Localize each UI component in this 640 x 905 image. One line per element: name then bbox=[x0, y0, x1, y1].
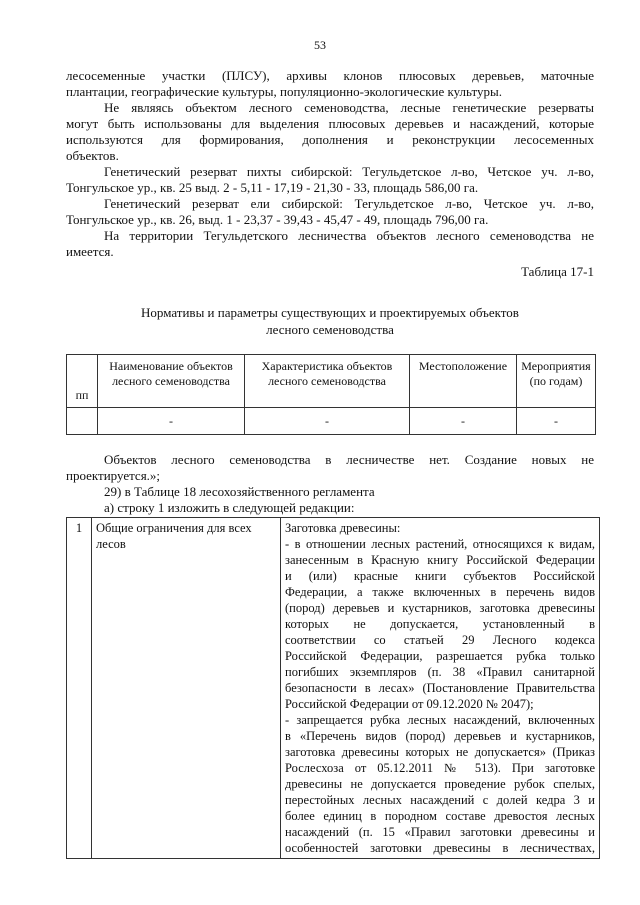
table-title bbox=[66, 304, 594, 338]
table-cell: - bbox=[517, 408, 596, 435]
paragraph-fir-reserve bbox=[66, 164, 594, 196]
paragraph-no-objects bbox=[66, 228, 594, 260]
column-header-location: Местоположение bbox=[410, 355, 517, 408]
text-line: а) строку 1 изложить в следующей редакции: bbox=[104, 500, 355, 515]
table-title-line: Нормативы и параметры существующих и проектируемых объектов bbox=[141, 305, 519, 320]
text-line: более единиц в породном составе древостоя лесных bbox=[285, 809, 595, 823]
text-line: занесенным в Красную книгу Российской Федерации bbox=[285, 553, 595, 567]
norms-table bbox=[66, 354, 596, 435]
text-line: Тонгульское ур., кв. 25 выд. 2 - 5,11 - 17,19 - 21,30 - 33, площадь 586,00 га. bbox=[66, 180, 479, 195]
text-line: Заготовка древесины: bbox=[285, 521, 401, 535]
text-line: 29) в Таблице 18 лесохозяйственного регламента bbox=[104, 484, 375, 499]
text-line: которых не допускается, установленный в bbox=[285, 617, 595, 631]
restrictions-table bbox=[66, 517, 600, 859]
paragraph-after-table bbox=[66, 452, 594, 484]
table-cell: - bbox=[98, 408, 245, 435]
column-header-number: пп bbox=[67, 355, 98, 408]
row-number: 1 bbox=[67, 518, 92, 859]
text-line: - в отношении лесных растений, относящихся к видам, bbox=[285, 537, 595, 551]
text-line: древесины не допускается проведение рубок спелых, bbox=[285, 777, 595, 791]
table-cell bbox=[67, 408, 98, 435]
text-line: Генетический резерват пихты сибирской: Тегульдетское л-во, Четское уч. л-во, bbox=[104, 164, 594, 179]
table-caption: Таблица 17-1 bbox=[521, 264, 594, 279]
text-line: особенностей заготовки древесины в лесничествах, bbox=[285, 841, 595, 855]
text-line: Не являясь объектом лесного семеноводства, лесные генетические резерваты bbox=[104, 100, 594, 115]
text-line: могут быть использованы для выделения плюсовых деревьев и насаждений, которые bbox=[66, 116, 594, 131]
text-line: насаждений (п. 15 «Правил заготовки древесины и bbox=[285, 825, 595, 839]
table-row bbox=[67, 408, 596, 435]
text-line: соответствии со статьей 29 Лесного кодекса bbox=[285, 633, 595, 647]
text-line: Тонгульское ур., кв. 26, выд. 1 - 23,37 - 39,43 - 45,47 - 49, площадь 796,00 га. bbox=[66, 212, 489, 227]
text-line: в «Перечень видов (пород) деревьев и кустарников, bbox=[285, 729, 595, 743]
restriction-text bbox=[281, 518, 600, 859]
paragraph-reserves bbox=[66, 100, 594, 164]
text-line: используются для формирования, дополнения и реконструкции лесосеменных bbox=[66, 132, 594, 147]
text-line: (пород) деревьев и кустарников, заготовка древесины bbox=[285, 601, 595, 615]
table-row bbox=[67, 518, 600, 859]
text-line: Генетический резерват ели сибирской: Тегульдетское л-во, Четское уч. л-во, bbox=[104, 196, 594, 211]
text-line: Рослесхоза от 05.12.2011 № 513). При заготовке bbox=[285, 761, 595, 775]
text-line: Объектов лесного семеноводства в лесничестве нет. Создание новых не bbox=[104, 452, 594, 467]
column-header-characteristics: Характеристика объектов лесного семеноводства bbox=[245, 355, 410, 408]
table-title-line: лесного семеноводства bbox=[266, 322, 394, 337]
text-line: перестойных лесных насаждений с долей кедра 3 и bbox=[285, 793, 595, 807]
text-line: Российской Федерации, разрешается рубка только bbox=[285, 649, 595, 663]
text-line: - запрещается рубка лесных насаждений, включенных bbox=[285, 713, 595, 727]
text-line: На территории Тегульдетского лесничества объектов лесного семеноводства не bbox=[104, 228, 594, 243]
text-line: имеется. bbox=[66, 244, 114, 259]
table-cell: - bbox=[245, 408, 410, 435]
item-a bbox=[66, 500, 594, 516]
table-header-row bbox=[67, 355, 596, 408]
text-line: Федерации, а также включенных в перечень видов bbox=[285, 585, 595, 599]
text-line: заготовка древесины которых не допускается» (Приказ bbox=[285, 745, 595, 759]
column-header-activities: Мероприятия (по годам) bbox=[517, 355, 596, 408]
text-line: безопасности в лесах» (Постановление Правительства bbox=[285, 681, 595, 695]
item-29 bbox=[66, 484, 594, 500]
table-cell: - bbox=[410, 408, 517, 435]
page-number: 53 bbox=[314, 38, 326, 52]
text-line: лесосеменные участки (ПЛСУ), архивы клонов плюсовых деревьев, маточные bbox=[66, 68, 594, 83]
text-line: погибших экземпляров (п. 38 «Правил санитарной bbox=[285, 665, 595, 679]
text-line: проектируется.»; bbox=[66, 468, 161, 483]
column-header-name: Наименование объектов лесного семеноводства bbox=[98, 355, 245, 408]
paragraph-spruce-reserve bbox=[66, 196, 594, 228]
text-line: объектов. bbox=[66, 148, 119, 163]
intro-paragraph bbox=[66, 68, 594, 100]
restriction-category: Общие ограничения для всех лесов bbox=[92, 518, 281, 859]
text-line: и (или) красные книги субъектов Российской bbox=[285, 569, 595, 583]
text-line: плантации, географические культуры, популяционно-экологические культуры. bbox=[66, 84, 502, 99]
text-line: Российской Федерации от 09.12.2020 № 2047); bbox=[285, 697, 534, 711]
